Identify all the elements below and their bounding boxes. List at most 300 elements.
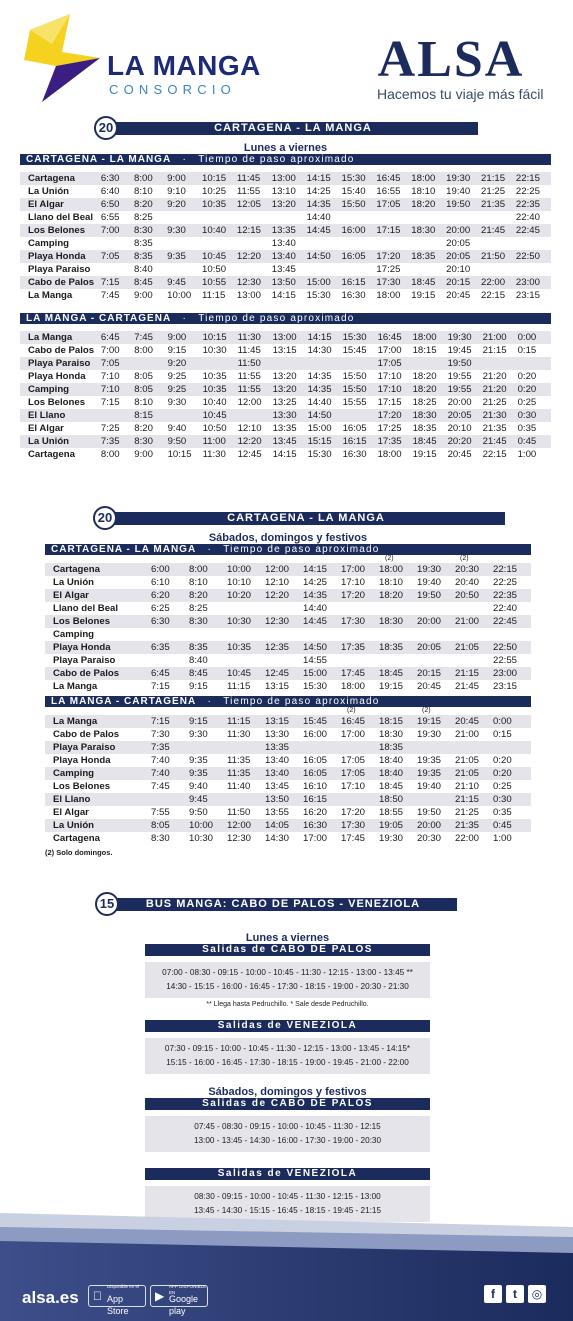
time-cell: 21:25 [483,396,518,409]
time-cell: 19:35 [417,767,455,780]
time-cell: 16:30 [343,448,378,461]
time-cell: 7:40 [151,754,189,767]
table-row [45,793,531,806]
time-cell: 11:45 [238,344,273,357]
time-cell [227,654,265,667]
time-cell: 16:45 [378,331,413,344]
stop-note: ** Llega hasta Pedruchillo. * Sale desde Pedruchillo. [206,1001,369,1008]
table-row [45,780,531,793]
time-cell: 16:30 [342,289,377,302]
time-cell: 14:15 [308,331,343,344]
time-cell: 8:40 [189,654,227,667]
time-cell: 18:40 [379,767,417,780]
route-title-bar: CARTAGENA - LA MANGA [108,122,478,135]
time-cell: 17:45 [341,667,379,680]
time-cell [455,628,493,641]
time-cell: 1:00 [518,448,551,461]
time-cell [493,628,531,641]
departures-cabo-bar: Salidas de CABO DE PALOS [145,1098,430,1110]
time-cell: 8:10 [189,576,227,589]
stop-name: La Unión [45,576,151,589]
time-cell: 16:05 [303,767,341,780]
time-cell: 17:25 [378,422,413,435]
time-cell [307,237,342,250]
time-cell: 22:35 [493,589,531,602]
table-row [45,715,531,728]
footer [0,1205,573,1321]
time-cell: 9:50 [168,435,203,448]
time-cell: 0:00 [493,715,531,728]
time-cell: 15:50 [343,383,378,396]
time-cell [227,628,265,641]
time-cell: 19:35 [417,754,455,767]
time-cell: 7:30 [151,728,189,741]
footnote-mark: (2) [460,555,469,562]
time-cell: 18:30 [379,728,417,741]
time-cell [303,741,341,754]
time-cell [189,741,227,754]
time-cell [483,357,518,370]
table-row [45,654,531,667]
time-cell: 18:10 [411,185,446,198]
time-cell [101,409,134,422]
table-row [20,237,551,250]
time-cell [203,357,238,370]
stop-name: Playa Paraiso [20,357,101,370]
time-cell: 18:50 [379,793,417,806]
timetable-weekend-return [45,715,531,845]
time-cell: 22:00 [455,832,493,845]
time-cell [417,628,455,641]
time-cell: 11:35 [227,767,265,780]
table-row [20,276,551,289]
time-cell: 13:00 [273,331,308,344]
time-cell: 8:35 [134,250,167,263]
time-cell: 15:00 [307,276,342,289]
time-cell: 6:00 [151,563,189,576]
direction-label: CARTAGENA - LA MANGA [51,544,197,555]
time-cell: 10:30 [227,615,265,628]
time-cell: 17:30 [341,819,379,832]
time-cell: 7:00 [101,224,134,237]
time-cell: 20:45 [446,289,481,302]
time-cell: 9:35 [167,250,202,263]
time-cell: 17:15 [376,224,411,237]
time-cell [202,211,237,224]
time-cell: 20:00 [417,819,455,832]
time-cell: 16:00 [303,728,341,741]
time-cell: 8:20 [134,198,167,211]
table-row [20,396,551,409]
time-cell: 7:45 [101,289,134,302]
time-cell: 8:45 [134,276,167,289]
time-cell: 10:35 [203,383,238,396]
time-cell: 10:35 [202,198,237,211]
stop-name: La Unión [20,185,101,198]
table-row [20,211,551,224]
time-cell: 17:10 [341,780,379,793]
stop-name: Cabo de Palos [45,667,151,680]
time-cell: 6:30 [151,615,189,628]
time-cell: 10:30 [203,344,238,357]
time-cell: 6:45 [101,331,134,344]
stop-name: Los Belones [45,780,151,793]
time-cell: 13:00 [272,172,307,185]
time-cell: 13:10 [272,185,307,198]
time-cell [227,793,265,806]
time-cell: 12:10 [265,576,303,589]
time-cell: 15:15 [308,435,343,448]
stop-name: Los Belones [20,224,101,237]
time-cell: 20:00 [446,224,481,237]
time-cell: 14:35 [307,198,342,211]
time-cell: 16:10 [303,780,341,793]
time-cell: 0:45 [493,819,531,832]
time-cell: 21:45 [455,680,493,693]
departures-cabo-times [145,1116,430,1152]
time-cell: 22:15 [516,172,551,185]
time-cell: 15:45 [303,715,341,728]
time-cell: 0:35 [518,422,551,435]
table-row [20,289,551,302]
departures-cabo-times [145,962,430,998]
time-cell [343,409,378,422]
days-label: Lunes a viernes [245,932,330,944]
table-row [45,680,531,693]
google-play-badge[interactable] [150,1284,208,1316]
time-cell: 12:20 [238,435,273,448]
time-cell [237,237,272,250]
time-cell: 12:00 [227,819,265,832]
time-cell: 0:15 [518,344,551,357]
time-cell: 14:15 [307,172,342,185]
time-cell: 23:15 [516,289,551,302]
time-cell: 12:05 [237,198,272,211]
time-cell: 8:20 [189,589,227,602]
time-cell: 21:25 [455,806,493,819]
time-cell: 21:20 [483,370,518,383]
time-cell: 7:15 [101,276,134,289]
table-row [45,563,531,576]
stop-name: Cartagena [20,448,101,461]
time-cell: 8:30 [151,832,189,845]
time-cell: 22:15 [493,563,531,576]
departures-veneziola-bar: Salidas de VENEZIOLA [145,1168,430,1180]
days-label: Sábados, domingos y festivos [208,532,368,544]
stop-name: El Algar [45,589,151,602]
time-cell: 15:50 [343,370,378,383]
time-cell: 10:15 [168,448,203,461]
time-cell: 20:45 [417,680,455,693]
time-cell: 9:30 [168,396,203,409]
time-cell: 10:40 [202,224,237,237]
time-cell: 15:30 [342,172,377,185]
time-cell [227,602,265,615]
stop-name: Cartagena [20,172,101,185]
time-cell: 13:40 [265,754,303,767]
stop-name: La Unión [20,435,101,448]
app-store-badge[interactable] [88,1284,146,1316]
time-cell: 22:50 [516,250,551,263]
time-cell: 15:30 [308,448,343,461]
footnote-mark: (2) [422,707,431,714]
time-cell: 21:05 [455,641,493,654]
times-line: 14:30 - 15:15 - 16:00 - 16:45 - 17:30 - 18:15 - 19:00 - 20:30 - 21:30 [166,982,409,991]
stop-name: Playa Honda [20,250,101,263]
table-row [20,409,551,422]
time-cell: 10:35 [203,370,238,383]
time-cell: 8:30 [134,435,167,448]
direction-bar-outbound [45,544,531,555]
time-cell: 9:15 [189,715,227,728]
time-cell: 11:15 [227,715,265,728]
approx-time-label: Tiempo de paso aproximado [223,544,380,555]
time-cell: 13:45 [273,435,308,448]
time-cell: 11:30 [227,728,265,741]
time-cell: 14:45 [303,615,341,628]
time-cell: 17:00 [341,728,379,741]
time-cell: 11:55 [238,370,273,383]
time-cell: 21:35 [481,198,516,211]
table-row [20,435,551,448]
table-row [45,615,531,628]
time-cell: 17:15 [378,396,413,409]
time-cell: 17:00 [341,563,379,576]
time-cell: 7:15 [101,396,134,409]
la-manga-title: LA MANGA [107,50,261,81]
time-cell [151,793,189,806]
alsa-slogan: Hacemos tu viaje más fácil [377,86,544,102]
stop-name: La Manga [45,715,151,728]
direction-label: CARTAGENA - LA MANGA [26,154,172,165]
star-icon [22,10,112,110]
time-cell [417,602,455,615]
time-cell [413,357,448,370]
time-cell: 21:45 [481,224,516,237]
time-cell [307,263,342,276]
facebook-icon[interactable]: f [484,1285,502,1303]
time-cell: 6:55 [101,211,134,224]
time-cell: 9:00 [134,289,167,302]
time-cell: 14:25 [303,576,341,589]
table-row [45,667,531,680]
time-cell: 13:50 [272,276,307,289]
time-cell: 18:00 [378,448,413,461]
time-cell: 12:00 [238,396,273,409]
table-row [20,224,551,237]
time-cell: 21:35 [455,819,493,832]
table-row [45,589,531,602]
time-cell: 13:30 [265,728,303,741]
time-cell: 21:45 [483,435,518,448]
line20-weekend-section [45,510,531,857]
stop-name: El Llano [45,793,151,806]
line15-section [95,896,475,918]
time-cell [237,263,272,276]
time-cell: 17:30 [376,276,411,289]
time-cell: 9:10 [167,185,202,198]
alsa-logo [355,30,555,110]
time-cell: 6:50 [101,198,134,211]
time-cell: 10:30 [189,832,227,845]
time-cell: 0:15 [493,728,531,741]
time-cell [411,211,446,224]
time-cell: 15:50 [342,198,377,211]
table-row [45,767,531,780]
table-row [20,344,551,357]
time-cell: 12:15 [237,224,272,237]
time-cell: 21:15 [481,172,516,185]
time-cell [167,263,202,276]
time-cell: 10:00 [227,563,265,576]
time-cell: 8:40 [134,263,167,276]
time-cell: 7:45 [151,780,189,793]
time-cell: 16:05 [303,754,341,767]
time-cell [455,602,493,615]
time-cell [455,654,493,667]
timetable-weekend-outbound [45,563,531,693]
time-cell: 12:10 [238,422,273,435]
instagram-icon[interactable]: ◎ [528,1285,546,1303]
time-cell: 19:15 [411,289,446,302]
time-cell: 21:10 [455,780,493,793]
time-cell: 13:20 [273,383,308,396]
time-cell: 6:45 [151,667,189,680]
time-cell: 0:45 [518,435,551,448]
time-cell [455,741,493,754]
time-cell: 14:30 [308,344,343,357]
time-cell: 7:40 [151,767,189,780]
table-row [20,198,551,211]
time-cell: 19:50 [417,806,455,819]
time-cell: 7:25 [101,422,134,435]
time-cell: 19:50 [446,198,481,211]
time-cell: 16:20 [303,806,341,819]
stop-name: La Unión [45,819,151,832]
time-cell: 9:25 [168,383,203,396]
app-store-small-text: Disponible en el [107,1284,140,1289]
table-row [20,172,551,185]
time-cell: 14:50 [307,250,342,263]
time-cell: 8:30 [189,615,227,628]
time-cell: 10:35 [227,641,265,654]
direction-separator: · [207,544,212,555]
time-cell: 17:05 [378,357,413,370]
time-cell: 19:30 [448,331,483,344]
footnote-markers [45,555,531,563]
time-cell: 14:40 [308,396,343,409]
time-cell: 11:40 [227,780,265,793]
time-cell: 17:35 [341,641,379,654]
apple-icon [93,1289,102,1303]
time-cell [342,263,377,276]
website-link[interactable]: alsa.es [22,1288,79,1307]
stop-name: Playa Paraiso [45,741,151,754]
time-cell: 8:30 [134,224,167,237]
time-cell [101,263,134,276]
time-cell: 20:50 [455,589,493,602]
time-cell: 17:30 [341,615,379,628]
table-row [45,628,531,641]
time-cell: 16:15 [342,276,377,289]
time-cell: 12:30 [227,832,265,845]
time-cell: 9:30 [189,728,227,741]
time-cell: 14:40 [303,602,341,615]
time-cell: 20:00 [448,396,483,409]
consorcio-subtitle: CONSORCIO [109,82,236,97]
time-cell: 9:00 [134,448,167,461]
time-cell: 20:40 [455,576,493,589]
route-title-bar: BUS MANGA: CABO DE PALOS - VENEZIOLA [109,898,457,911]
time-cell: 6:20 [151,589,189,602]
time-cell: 11:00 [203,435,238,448]
time-cell: 12:45 [265,667,303,680]
table-row [45,819,531,832]
time-cell: 7:15 [151,680,189,693]
time-cell [481,211,516,224]
time-cell: 13:35 [272,224,307,237]
time-cell: 11:55 [237,185,272,198]
time-cell: 10:45 [202,250,237,263]
time-cell: 13:35 [273,422,308,435]
time-cell [237,211,272,224]
time-cell [341,741,379,754]
table-row [20,448,551,461]
time-cell: 16:05 [343,422,378,435]
time-cell: 15:45 [343,344,378,357]
time-cell: 22:15 [481,289,516,302]
time-cell: 8:10 [134,185,167,198]
time-cell: 1:00 [493,832,531,845]
time-cell: 13:15 [265,680,303,693]
stop-name: Llano del Beal [45,602,151,615]
table-row [20,370,551,383]
time-cell: 13:45 [272,263,307,276]
stop-name: Playa Honda [20,370,101,383]
time-cell [493,741,531,754]
time-cell: 9:15 [189,680,227,693]
time-cell: 18:30 [379,615,417,628]
table-row [20,185,551,198]
times-line: 07:30 - 09:15 - 10:00 - 10:45 - 11:30 - 12:15 - 13:00 - 13:45 - 14:15* [164,1044,411,1053]
time-cell [417,741,455,754]
time-cell: 9:35 [189,754,227,767]
time-cell: 12:30 [265,615,303,628]
time-cell: 10:00 [167,289,202,302]
footnote-mark: (2) [347,707,356,714]
times-line: 13:45 - 14:30 - 15:15 - 16:45 - 18:15 - 19:45 - 21:15 [193,1206,382,1215]
time-cell: 17:05 [376,198,411,211]
time-cell: 20:05 [417,641,455,654]
time-cell: 15:30 [343,331,378,344]
time-cell: 13:20 [272,198,307,211]
direction-bar-return [45,696,531,707]
time-cell: 9:45 [167,276,202,289]
time-cell [411,263,446,276]
time-cell: 19:30 [446,172,481,185]
time-cell: 18:20 [411,198,446,211]
time-cell: 10:20 [227,589,265,602]
time-cell: 17:00 [303,832,341,845]
twitter-icon[interactable]: t [506,1285,524,1303]
time-cell [151,628,189,641]
time-cell: 10:00 [189,819,227,832]
time-cell: 6:25 [151,602,189,615]
time-cell: 10:15 [202,172,237,185]
time-cell [516,263,551,276]
time-cell: 14:15 [273,448,308,461]
time-cell [303,628,341,641]
